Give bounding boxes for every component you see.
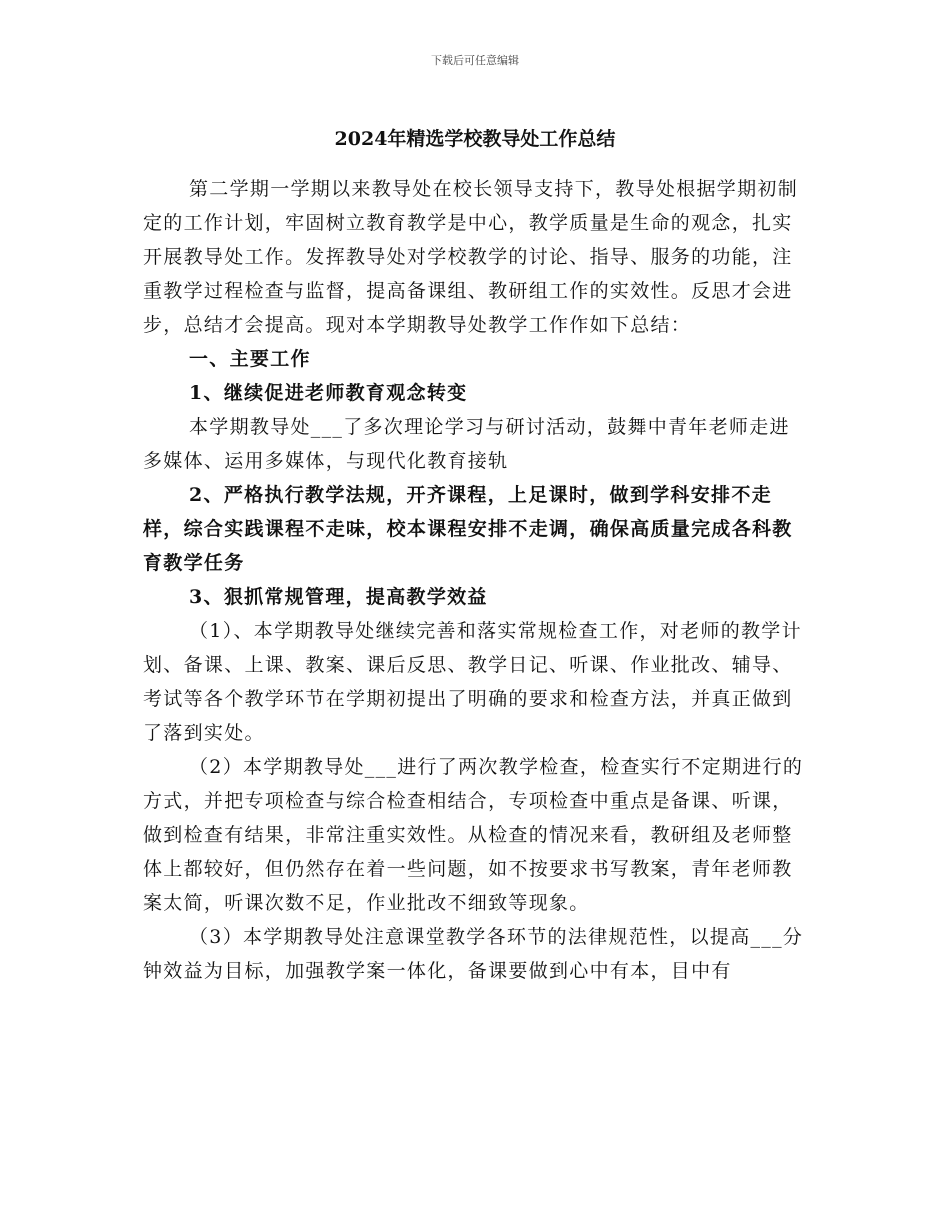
subheading-2: 2、严格执行教学法规，开齐课程，上足课时，做到学科安排不走样，综合实践课程不走味，校本课程安排不走调，确保高质量完成各科教育教学任务 [143, 484, 793, 574]
paragraph-3-3: （3）本学期教导处注意课堂教学各环节的法律规范性，以提高___分钟效益为目标，加强教学案一体化，备课要做到心中有本，目中有 [143, 926, 804, 982]
paragraph-3-2: （2）本学期教导处___进行了两次教学检查，检查实行不定期进行的方式，并把专项检查与综合检查相结合，专项检查中重点是备课、听课，做到检查有结果，非常注重实效性。从检查的情况来看，教研组及老师整体上都较好，但仍然存在着一些问题，如不按要求书写教案，青年老师教案太简，听课次数不足，作业批改不细致等现象。 [143, 756, 804, 914]
paragraph-1: 本学期教导处___了多次理论学习与研讨活动，鼓舞中青年老师走进多媒体、运用多媒体，与现代化教育接轨 [143, 416, 790, 472]
intro-paragraph: 第二学期一学期以来教导处在校长领导支持下，教导处根据学期初制定的工作计划，牢固树立教育教学是中心，教学质量是生命的观念，扎实开展教导处工作。发挥教导处对学校教学的讨论、指导、服务的功能，注重教学过程检查与监督，提高备课组、教研组工作的实效性。反思才会进步，总结才会提高。现对本学期教导处教学工作作如下总结： [143, 178, 799, 336]
subheading-3: 3、狠抓常规管理，提高教学效益 [189, 586, 488, 608]
paragraph-3-1: （1）、本学期教导处继续完善和落实常规检查工作，对老师的教学计划、备课、上课、教案、课后反思、教学日记、听课、作业批改、辅导、考试等各个教学环节在学期初提出了明确的要求和检查方法，并真正做到了落到实处。 [143, 620, 802, 744]
section-heading-main-work: 一、主要工作 [189, 348, 311, 370]
subheading-1: 1、继续促进老师教育观念转变 [189, 382, 468, 404]
header-note: 下载后可任意编辑 [431, 54, 519, 67]
document-title: 2024年精选学校教导处工作总结 [334, 128, 616, 150]
document-body [143, 172, 807, 988]
